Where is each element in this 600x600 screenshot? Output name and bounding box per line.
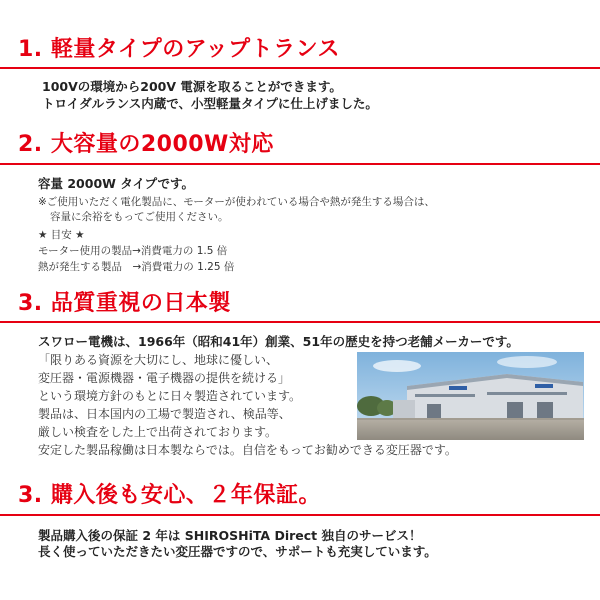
section-2-note-2: 容量に余裕をもってご使用ください。 — [50, 211, 229, 223]
section-3-heading: 3. 品質重視の日本製 — [18, 291, 231, 316]
section-4-heading: 3. 購入後も安心、２年保証。 — [18, 483, 321, 508]
section-2-lead: 容量 2000W タイプです。 — [38, 176, 195, 191]
section-4-line-1: 製品購入後の保証 2 年は SHIROSHiTA Direct 独自のサービス！ — [38, 528, 422, 543]
section-4-line-2: 長く使っていただきたい変圧器ですので、サポートも充実しています。 — [38, 544, 437, 559]
section-3-lead: スワロー電機は、1966年（昭和41年）創業、51年の歴史を持つ老舗メーカーです。 — [38, 334, 519, 349]
section-2-guide-title: ★ 目安 ★ — [38, 229, 85, 241]
section-3-line-3: という環境方針のもとに日々製造されています。 — [38, 389, 302, 403]
section-2-guide-1: モーター使用の製品→消費電力の 1.5 倍 — [38, 245, 228, 257]
section-3-rule — [0, 321, 600, 323]
section-1-line-2: トロイダルランス内蔵で、小型軽量タイプに仕上げました。 — [42, 96, 378, 111]
factory-building-photo — [357, 352, 584, 440]
section-1-heading: 1. 軽量タイプのアップトランス — [18, 37, 341, 62]
section-2-note-1: ※ご使用いただく電化製品に、モーターが使われている場合や熱が発生する場合は、 — [38, 196, 435, 208]
section-4-rule — [0, 514, 600, 516]
section-3-line-1: 「限りある資源を大切にし、地球に優しい、 — [38, 353, 279, 367]
section-2-rule — [0, 163, 600, 165]
section-2-guide-2: 熱が発生する製品 →消費電力の 1.25 倍 — [38, 261, 235, 273]
section-3-line-2: 変圧器・電源機器・電子機器の提供を続ける」 — [38, 371, 291, 385]
section-1-line-1: 100Vの環境から200V 電源を取ることができます。 — [42, 79, 342, 94]
section-3-line-4: 製品は、日本国内の工場で製造され、検品等、 — [38, 407, 291, 421]
section-3-line-6: 安定した製品稼働は日本製ならでは。自信をもってお勧めできる変圧器です。 — [38, 443, 457, 457]
section-1-rule — [0, 67, 600, 69]
section-3-line-5: 厳しい検査をした上で出荷されております。 — [38, 425, 278, 439]
section-2-heading: 2. 大容量の2000W対応 — [18, 132, 274, 157]
